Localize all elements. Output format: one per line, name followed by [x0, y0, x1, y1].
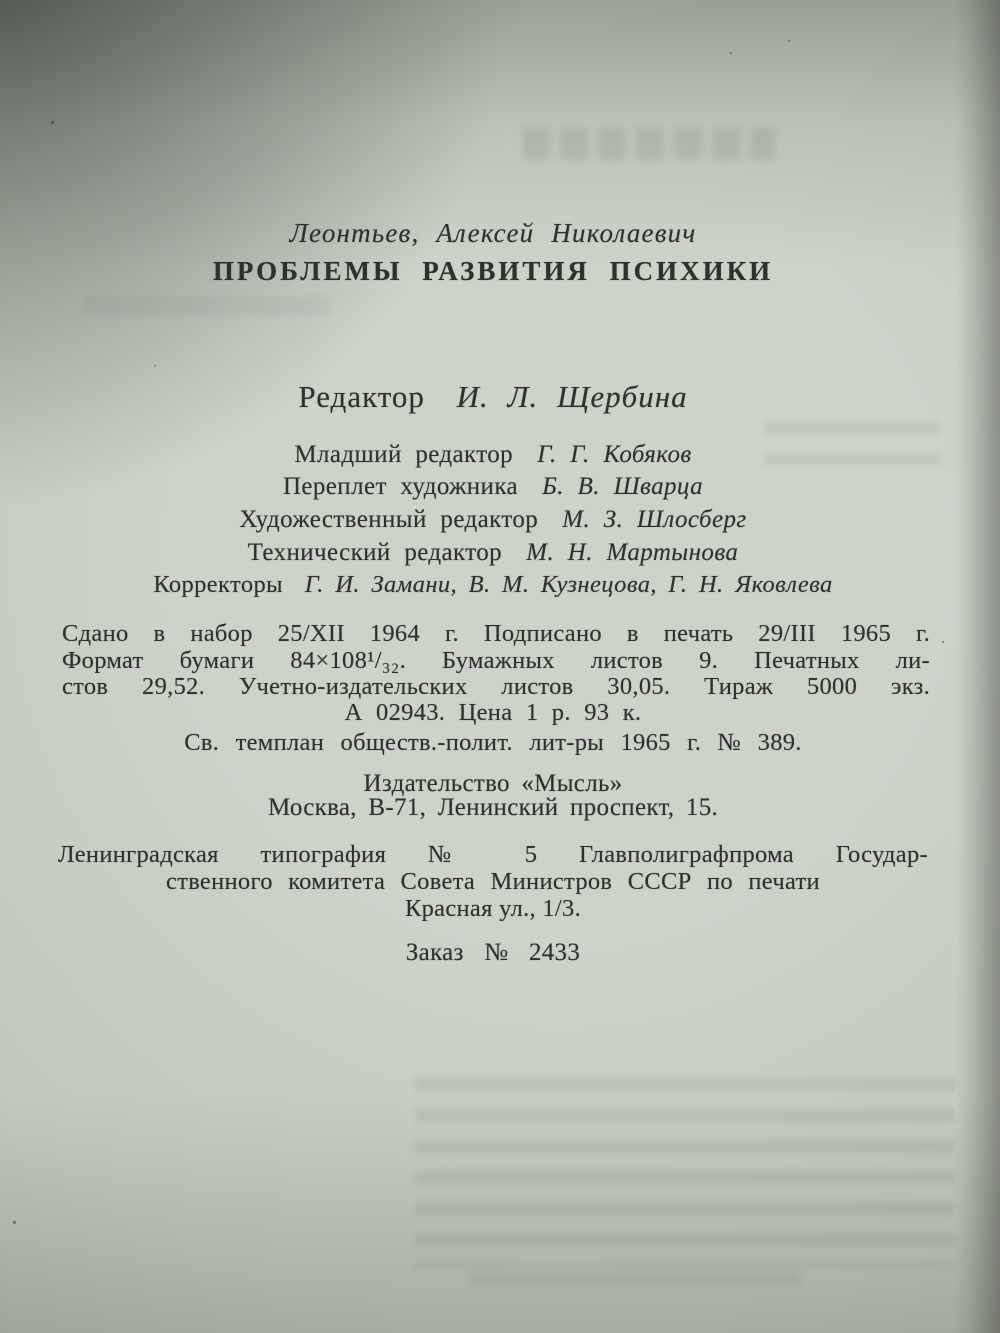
staff-person-name: Б. В. Шварца	[542, 473, 704, 500]
editor-person-name: И. Л. Щербина	[456, 379, 688, 414]
imprint-line: стов 29,52. Учетно-издательских листов 30,05. Тираж 5000 экз.	[62, 673, 930, 700]
editor-role-label: Редактор	[298, 379, 425, 414]
paper-speck	[51, 121, 54, 124]
paper-speck	[13, 1221, 16, 1224]
printing-house-line: ственного комитета Совета Министров СССР по печати	[166, 868, 820, 895]
staff-person-name: М. З. Шлосберг	[562, 506, 747, 533]
publisher-name: Издательство «Мысль»	[363, 770, 623, 797]
bleed-through-smudge	[470, 1272, 800, 1286]
author-name: Леонтьев, Алексей Николаевич	[289, 218, 697, 248]
bleed-through-smudge	[85, 296, 330, 316]
staff-role-label: Технический редактор	[247, 539, 503, 566]
staff-role-label: Младший редактор	[294, 441, 514, 468]
staff-role-label: Художественный редактор	[239, 506, 539, 533]
staff-role-label: Переплет художника	[282, 473, 518, 500]
print-order-number: Заказ № 2433	[405, 939, 581, 966]
imprint-line: Формат бумаги 84×108¹/₃₂. Бумажных листов 9. Печатных ли-	[62, 647, 930, 674]
imprint-line: Сдано в набор 25/XII 1964 г. Подписано в печать 29/III 1965 г.	[62, 620, 930, 647]
staff-person-name: Г. Г. Кобяков	[537, 441, 692, 468]
bleed-through-smudge	[523, 128, 775, 160]
paper-speck	[154, 365, 156, 367]
staff-line	[0, 506, 986, 534]
book-title: ПРОБЛЕМЫ РАЗВИТИЯ ПСИХИКИ	[212, 256, 774, 286]
thematic-plan-line: Св. темплан обществ.-полит. лит-ры 1965 г. № 389.	[184, 729, 802, 756]
paper-speck	[788, 40, 790, 42]
printing-house-line: Ленинградская типография № 5 Главполиграфпрома Государ-	[58, 841, 928, 868]
staff-line	[0, 539, 986, 567]
bleed-through-smudge	[415, 1078, 955, 1268]
staff-person-name: М. Н. Мартынова	[526, 539, 739, 566]
paper-speck	[730, 52, 732, 54]
imprint-line: А 02943. Цена 1 р. 93 к.	[344, 699, 642, 726]
staff-role-label: Корректоры	[153, 571, 283, 598]
paper-speck	[942, 641, 944, 643]
staff-line	[0, 571, 986, 599]
staff-person-name: Г. И. Замани, В. М. Кузнецова, Г. Н. Яковлева	[304, 571, 833, 598]
staff-line	[0, 473, 986, 501]
staff-line	[0, 441, 986, 469]
printing-house-address: Красная ул., 1/3.	[404, 895, 582, 922]
publisher-address: Москва, В-71, Ленинский проспект, 15.	[267, 794, 719, 821]
editor-line	[0, 379, 986, 415]
